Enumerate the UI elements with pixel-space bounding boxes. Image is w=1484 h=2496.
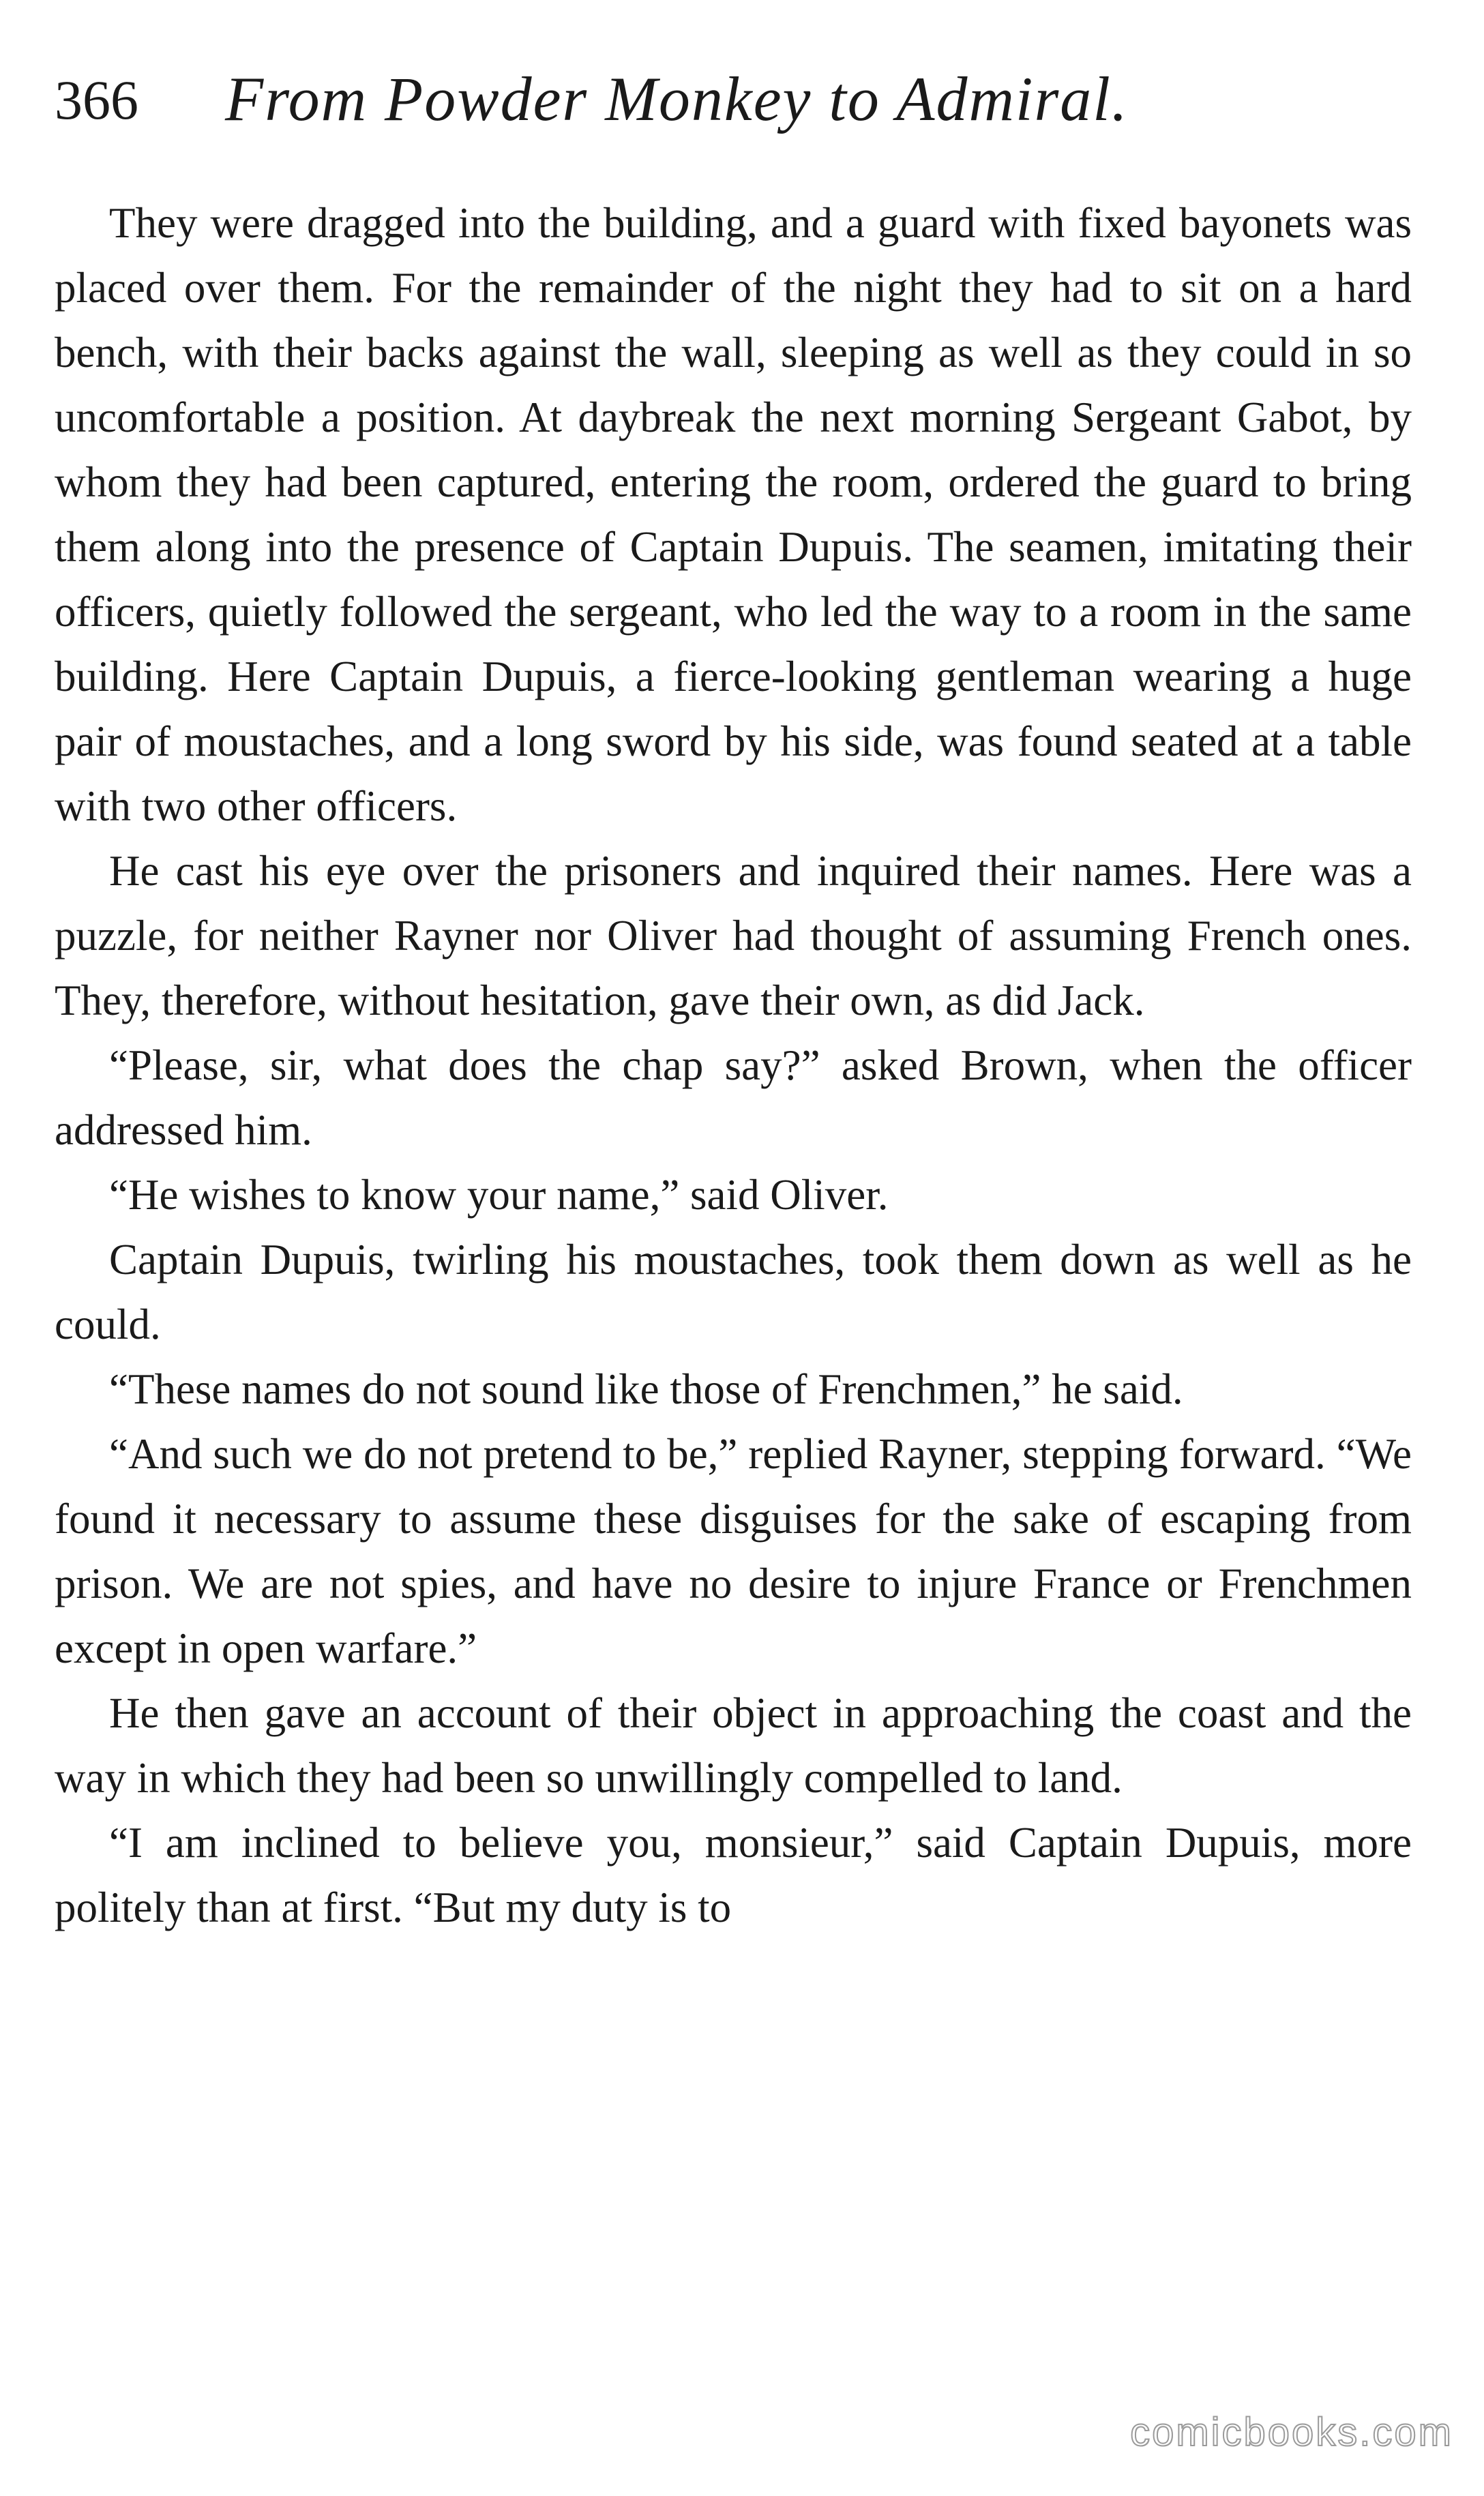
body-text [55, 191, 1412, 1940]
paragraph-1: They were dragged into the building, and a guard with fixed bayonets was placed over them. For the remainder of the night they had to sit on a hard bench, with their backs against the wall, sleeping as well as they could in so uncomfortable a position. At daybreak the next morning Sergeant Gabot, by whom they had been captured, entering the room, ordered the guard to bring them along into the presence of Captain Dupuis. The seamen, imitating their officers, quietly followed the sergeant, who led the way to a room in the same building. Here Captain Dupuis, a fierce-looking gentleman wearing a huge pair of moustaches, and a long sword by his side, was found seated at a table with two other officers. [55, 199, 1412, 830]
watermark-text: comicbooks.com [1130, 2410, 1453, 2454]
paragraph-9: “I am inclined to believe you, monsieur,” said Captain Dupuis, more politely than at first. “But my duty is to [55, 1819, 1412, 1931]
book-page [55, 55, 1412, 2421]
paragraph-3: “Please, sir, what does the chap say?” asked Brown, when the officer addressed him. [55, 1041, 1412, 1154]
paragraph-2: He cast his eye over the prisoners and inquired their names. Here was a puzzle, for neither Rayner nor Oliver had thought of assuming French ones. They, therefore, without hesitation, gave their own, as did Jack. [55, 847, 1412, 1024]
page-number: 366 [55, 69, 138, 131]
running-title: From Powder Monkey to Admiral. [225, 64, 1129, 134]
running-head [55, 55, 1412, 150]
paragraph-4: “He wishes to know your name,” said Oliver. [109, 1171, 889, 1219]
paragraph-7: “And such we do not pretend to be,” replied Rayner, stepping forward. “We found it necessary to assume these disguises for the sake of escaping from prison. We are not spies, and have no desire to injure France or Frenchmen except in open warfare.” [55, 1430, 1412, 1672]
paragraph-6: “These names do not sound like those of Frenchmen,” he said. [109, 1365, 1183, 1413]
paragraph-8: He then gave an account of their object in approaching the coast and the way in which they had been so unwillingly compelled to land. [55, 1689, 1412, 1802]
paragraph-5: Captain Dupuis, twirling his moustaches, took them down as well as he could. [55, 1236, 1412, 1348]
